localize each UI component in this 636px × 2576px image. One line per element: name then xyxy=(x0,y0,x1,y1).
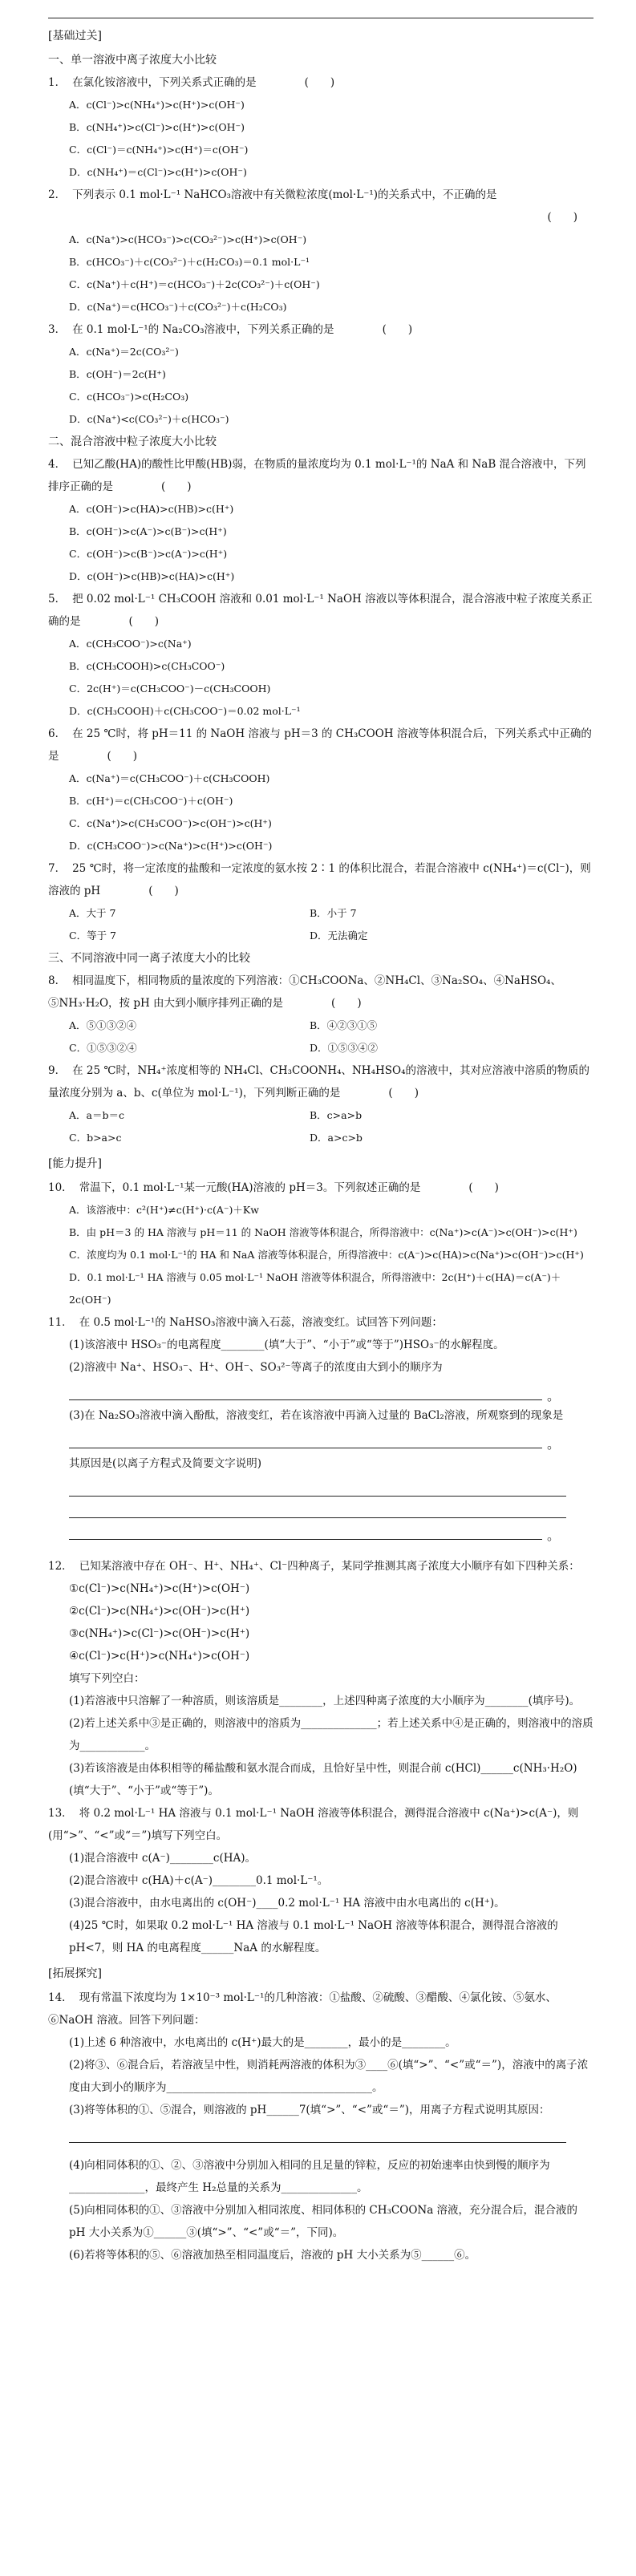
q12-relation-1: ①c(Cl⁻)>c(NH₄⁺)>c(H⁺)>c(OH⁻) xyxy=(69,1582,250,1595)
q12-relation-3: ③c(NH₄⁺)>c(Cl⁻)>c(OH⁻)>c(H⁺) xyxy=(69,1627,250,1640)
q4-option-b: B．c(OH⁻)>c(A⁻)>c(B⁻)>c(H⁺) xyxy=(69,525,227,537)
q13-part-3: (3)混合溶液中，由水电离出的 c(OH⁻)____0.2 mol·L⁻¹ HA 溶液中由水电离出的 c(H⁺)。 xyxy=(69,1897,505,1910)
question-10: 10． 常温下，0.1 mol·L⁻¹某一元酸(HA)溶液的 pH＝3。下列叙述正确的是 ( ) xyxy=(48,1181,499,1194)
q13-part-1: (1)混合溶液中 c(A⁻)________c(HA)。 xyxy=(69,1852,257,1865)
q10-option-c: C．浓度均为 0.1 mol·L⁻¹的 HA 和 NaA 溶液等体积混合，所得溶液中：c(A⁻)>c(HA)>c(Na⁺)>c(OH⁻)>c(H⁺) xyxy=(69,1249,584,1261)
q1-option-b: B．c(NH₄⁺)>c(Cl⁻)>c(H⁺)>c(OH⁻) xyxy=(69,121,245,133)
q4-option-a: A．c(OH⁻)>c(HA)>c(HB)>c(H⁺) xyxy=(69,503,234,515)
q6-option-a: A．c(Na⁺)＝c(CH₃COO⁻)＋c(CH₃COOH) xyxy=(69,772,270,784)
q8-option-b: B．④②③①⑤ xyxy=(310,1019,378,1031)
question-8: 8． 相同温度下，相同物质的量浓度的下列溶液：①CH₃COONa、②NH₄Cl、③Na₂SO₄、④NaHSO₄、⑤NH₃·H₂O，按 pH 由大到小顺序排列正确的是 ( ) xyxy=(48,974,561,1010)
q9-options xyxy=(48,1104,593,1149)
q4-option-c: C．c(OH⁻)>c(B⁻)>c(A⁻)>c(H⁺) xyxy=(69,548,228,560)
q10-option-d: D．0.1 mol·L⁻¹ HA 溶液与 0.05 mol·L⁻¹ NaOH 溶液等体积混合，所得溶液中：2c(H⁺)＋c(HA)＝c(A⁻)＋2c(OH⁻) xyxy=(69,1271,561,1306)
question-9: 9． 在 25 ℃时，NH₄⁺浓度相等的 NH₄Cl、CH₃COONH₄、NH₄HSO₄的溶液中，其对应溶液中溶质的物质的量浓度分别为 a、b、c(单位为 mol·L⁻¹)，下列判断正确的是 ( ) xyxy=(48,1064,589,1100)
q4-option-d: D．c(OH⁻)>c(HB)>c(HA)>c(H⁺) xyxy=(69,570,235,582)
q14-part-2: (2)将③、⑥混合后，若溶液呈中性，则消耗两溶液的体积为③____⑥(填“>”、“<”或“＝”)，溶液中的离子浓度由大到小的顺序为______________________________________。 xyxy=(69,2059,589,2094)
question-12: 12． 已知某溶液中存在 OH⁻、H⁺、NH₄⁺、Cl⁻四种离子，某同学推测其离子浓度大小顺序有如下四种关系： xyxy=(48,1560,580,1573)
q3-option-b: B．c(OH⁻)＝2c(H⁺) xyxy=(69,368,166,380)
q11-part-1: (1)该溶液中 HSO₃⁻的电离程度________(填“大于”、“小于”或“等于”)HSO₃⁻的水解程度。 xyxy=(69,1339,504,1351)
q2-option-d: D．c(Na⁺)＝c(HCO₃⁻)＋c(CO₃²⁻)＋c(H₂CO₃) xyxy=(69,301,287,313)
question-2: 2． 下列表示 0.1 mol·L⁻¹ NaHCO₃溶液中有关微粒浓度(mol·L⁻¹)的关系式中，不正确的是 xyxy=(48,188,497,201)
q11-part-4: 其原因是(以离子方程式及简要文字说明) xyxy=(69,1457,262,1470)
question-3: 3． 在 0.1 mol·L⁻¹的 Na₂CO₃溶液中，下列关系正确的是 ( ) xyxy=(48,323,413,336)
q11-period-3: 。 xyxy=(547,1528,561,1543)
q11-period-1: 。 xyxy=(547,1388,561,1403)
q11-period-2: 。 xyxy=(547,1436,561,1452)
q2-option-c: C．c(Na⁺)＋c(H⁺)＝c(HCO₃⁻)＋2c(CO₃²⁻)＋c(OH⁻) xyxy=(69,278,320,290)
q7-options xyxy=(48,902,593,947)
heading-1: 一、单一溶液中离子浓度大小比较 xyxy=(48,54,217,67)
q7-option-b: B．小于 7 xyxy=(310,907,357,919)
q2-option-a: A．c(Na⁺)>c(HCO₃⁻)>c(CO₃²⁻)>c(H⁺)>c(OH⁻) xyxy=(69,233,307,245)
question-1: 1． 在氯化铵溶液中，下列关系式正确的是 ( ) xyxy=(48,76,335,89)
heading-2: 二、混合溶液中粒子浓度大小比较 xyxy=(48,435,217,448)
section-expand: [拓展探究] xyxy=(48,1967,102,1980)
q11-answer-line-4[interactable] xyxy=(69,1497,566,1518)
q8-option-a: A．⑤①③②④ xyxy=(69,1019,137,1031)
section-basic: [基础过关] xyxy=(48,30,102,43)
q7-option-c: C．等于 7 xyxy=(69,930,116,942)
q12-fill-prompt: 填写下列空白： xyxy=(69,1672,145,1685)
q9-option-a: A．a＝b＝c xyxy=(69,1109,124,1121)
q8-option-d: D．①⑤③④② xyxy=(310,1042,379,1054)
q10-option-a: A．该溶液中：c²(H⁺)≠c(H⁺)·c(A⁻)＋Kw xyxy=(69,1204,259,1216)
q6-option-d: D．c(CH₃COO⁻)>c(Na⁺)>c(H⁺)>c(OH⁻) xyxy=(69,840,273,852)
q14-part-4: (4)向相同体积的①、②、③溶液中分别加入相同的且足量的锌粒，反应的初始速率由快到慢的顺序为______________，最终产生 H₂总量的关系为______________。 xyxy=(69,2159,550,2194)
q3-option-c: C．c(HCO₃⁻)>c(H₂CO₃) xyxy=(69,391,189,403)
question-6: 6． 在 25 ℃时，将 pH＝11 的 NaOH 溶液与 pH＝3 的 CH₃COOH 溶液等体积混合后，下列关系式中正确的是 ( ) xyxy=(48,727,592,763)
q10-option-b: B．由 pH＝3 的 HA 溶液与 pH＝11 的 NaOH 溶液等体积混合，所得溶液中：c(Na⁺)>c(A⁻)>c(OH⁻)>c(H⁺) xyxy=(69,1226,577,1238)
q8-option-c: C．①⑤③②④ xyxy=(69,1042,137,1054)
question-14: 14． 现有常温下浓度均为 1×10⁻³ mol·L⁻¹的几种溶液：①盐酸、②硫酸、③醋酸、④氯化铵、⑤氨水、⑥NaOH 溶液。回答下列问题： xyxy=(48,1991,557,2027)
q8-options xyxy=(48,1015,593,1059)
q12-part-1: (1)若溶液中只溶解了一种溶质，则该溶质是________，上述四种离子浓度的大小顺序为________(填序号)。 xyxy=(69,1695,581,1707)
q5-option-d: D．c(CH₃COOH)＋c(CH₃COO⁻)＝0.02 mol·L⁻¹ xyxy=(69,705,301,717)
q2-option-b: B．c(HCO₃⁻)＋c(CO₃²⁻)＋c(H₂CO₃)＝0.1 mol·L⁻¹ xyxy=(69,256,310,268)
q3-option-d: D．c(Na⁺)<c(CO₃²⁻)＋c(HCO₃⁻) xyxy=(69,413,229,425)
q2-paren: ( ) xyxy=(547,211,577,224)
section-ability: [能力提升] xyxy=(48,1157,102,1170)
question-4: 4． 已知乙酸(HA)的酸性比甲酸(HB)弱，在物质的量浓度均为 0.1 mol·L⁻¹的 NaA 和 NaB 混合溶液中，下列排序正确的是 ( ) xyxy=(48,458,586,493)
q12-relation-4: ④c(Cl⁻)>c(H⁺)>c(NH₄⁺)>c(OH⁻) xyxy=(69,1650,250,1663)
q13-part-2: (2)混合溶液中 c(HA)＋c(A⁻)________0.1 mol·L⁻¹。 xyxy=(69,1874,329,1887)
q9-option-c: C．b>a>c xyxy=(69,1132,122,1144)
q11-part-2: (2)溶液中 Na⁺、HSO₃⁻、H⁺、OH⁻、SO₃²⁻等离子的浓度由大到小的顺序为 xyxy=(69,1361,443,1374)
q9-option-d: D．a>c>b xyxy=(310,1132,363,1144)
q1-option-c: C．c(Cl⁻)＝c(NH₄⁺)>c(H⁺)＝c(OH⁻) xyxy=(69,144,249,156)
q1-option-d: D．c(NH₄⁺)＝c(Cl⁻)>c(H⁺)>c(OH⁻) xyxy=(69,166,247,178)
q12-part-2: (2)若上述关系中③是正确的，则溶液中的溶质为______________；若上述关系中④是正确的，则溶液中的溶质为____________。 xyxy=(69,1717,593,1752)
heading-3: 三、不同溶液中同一离子浓度大小的比较 xyxy=(48,952,250,965)
q14-answer-line-1[interactable] xyxy=(69,2121,566,2143)
q14-part-6: (6)若将等体积的⑤、⑥溶液加热至相同温度后，溶液的 pH 大小关系为⑤______⑥。 xyxy=(69,2249,476,2262)
q14-part-3: (3)将等体积的①、⑤混合，则溶液的 pH______7(填“>”、“<”或“＝”)，用离子方程式说明其原因： xyxy=(69,2104,550,2116)
q1-option-a: A．c(Cl⁻)>c(NH₄⁺)>c(H⁺)>c(OH⁻) xyxy=(69,99,245,111)
q11-answer-line-3[interactable] xyxy=(69,1475,566,1497)
question-13: 13． 将 0.2 mol·L⁻¹ HA 溶液与 0.1 mol·L⁻¹ NaOH 溶液等体积混合，测得混合溶液中 c(Na⁺)>c(A⁻)，则(用“>”、“<”或“＝”)填写下列空白。 xyxy=(48,1807,579,1842)
q5-option-b: B．c(CH₃COOH)>c(CH₃COO⁻) xyxy=(69,660,225,672)
q6-option-b: B．c(H⁺)＝c(CH₃COO⁻)＋c(OH⁻) xyxy=(69,795,233,807)
q12-relation-2: ②c(Cl⁻)>c(NH₄⁺)>c(OH⁻)>c(H⁺) xyxy=(69,1605,250,1618)
worksheet-page xyxy=(48,18,593,2266)
q11-answer-line-5[interactable] xyxy=(69,1518,542,1540)
question-5: 5． 把 0.02 mol·L⁻¹ CH₃COOH 溶液和 0.01 mol·L⁻¹ NaOH 溶液以等体积混合，混合溶液中粒子浓度关系正确的是 ( ) xyxy=(48,593,593,628)
q6-option-c: C．c(Na⁺)>c(CH₃COO⁻)>c(OH⁻)>c(H⁺) xyxy=(69,817,272,829)
q11-part-3: (3)在 Na₂SO₃溶液中滴入酚酞，溶液变红，若在该溶液中再滴入过量的 BaCl₂溶液，所观察到的现象是 xyxy=(69,1409,564,1422)
q5-option-c: C．2c(H⁺)＝c(CH₃COO⁻)－c(CH₃COOH) xyxy=(69,682,271,695)
question-7: 7． 25 ℃时，将一定浓度的盐酸和一定浓度的氨水按 2∶1 的体积比混合，若混合溶液中 c(NH₄⁺)＝c(Cl⁻)，则溶液的 pH ( ) xyxy=(48,862,591,897)
q11-answer-line-2[interactable] xyxy=(69,1427,542,1448)
q12-part-3: (3)若该溶液是由体积相等的稀盐酸和氨水混合而成，且恰好呈中性，则混合前 c(HCl)______c(NH₃·H₂O)(填“大于”、“小于”或“等于”)。 xyxy=(69,1762,577,1797)
q13-part-4: (4)25 ℃时，如果取 0.2 mol·L⁻¹ HA 溶液与 0.1 mol·L⁻¹ NaOH 溶液等体积混合，测得混合溶液的 pH<7，则 HA 的电离程度______NaA 的水解程度。 xyxy=(69,1919,558,1954)
q3-option-a: A．c(Na⁺)＝2c(CO₃²⁻) xyxy=(69,346,179,358)
question-11: 11． 在 0.5 mol·L⁻¹的 NaHSO₃溶液中滴入石蕊，溶液变红。试回答下列问题： xyxy=(48,1316,443,1329)
q5-option-a: A．c(CH₃COO⁻)>c(Na⁺) xyxy=(69,638,192,650)
q9-option-b: B．c>a>b xyxy=(310,1109,363,1121)
q14-part-5: (5)向相同体积的①、③溶液中分别加入相同浓度、相同体积的 CH₃COONa 溶液，充分混合后，混合液的 pH 大小关系为①______③(填“>”、“<”或“＝”，下同)。 xyxy=(69,2204,578,2239)
q14-part-1: (1)上述 6 种溶液中，水电离出的 c(H⁺)最大的是________，最小的是________。 xyxy=(69,2036,456,2049)
q11-answer-line-1[interactable] xyxy=(69,1379,542,1400)
q7-option-a: A．大于 7 xyxy=(69,907,116,919)
q7-option-d: D．无法确定 xyxy=(310,930,368,942)
